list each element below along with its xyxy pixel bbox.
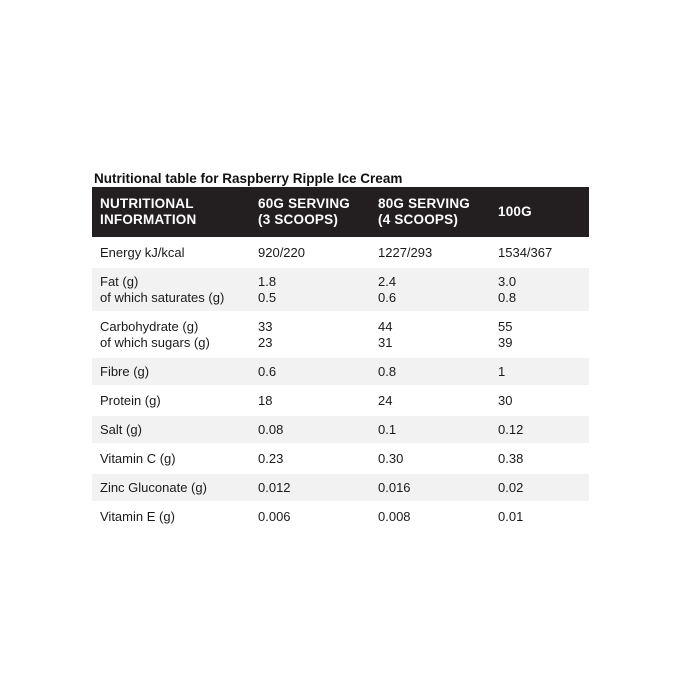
value-80g: 0.1 [378,421,397,437]
nutrition-table [92,187,589,530]
value-main: 33 [258,318,273,334]
value-sub: 31 [378,334,393,350]
value-100g [490,319,589,351]
row-label-sub: of which sugars (g) [100,334,210,350]
value-100g: 0.12 [498,421,524,437]
table-row [92,356,589,385]
row-label-main: Carbohydrate (g) [100,318,199,334]
value-60g [250,319,370,351]
table-header [92,187,589,237]
value-100g: 1534/367 [498,244,553,260]
value-60g: 0.006 [258,508,291,524]
value-sub: 0.8 [498,289,517,305]
value-100g: 0.38 [498,450,524,466]
table-row [92,266,589,311]
header-100g [490,204,589,220]
header-col1-line1: NUTRITIONAL [100,196,194,211]
row-label [92,319,250,351]
table-row [92,472,589,501]
header-80g-serving [370,196,490,228]
value-80g [370,274,490,306]
table-row [92,501,589,530]
row-label-sub: of which saturates (g) [100,289,225,305]
header-col4: 100G [498,204,532,219]
value-main: 44 [378,318,393,334]
value-60g: 0.6 [258,363,277,379]
table-row [92,443,589,472]
value-main: 3.0 [498,273,517,289]
row-label: Vitamin E (g) [100,508,175,524]
row-label [92,274,250,306]
value-80g: 0.30 [378,450,404,466]
table-row [92,385,589,414]
value-100g: 30 [498,392,513,408]
header-col2-line2: (3 SCOOPS) [258,212,339,227]
value-100g: 1 [498,363,506,379]
value-main: 2.4 [378,273,397,289]
value-100g: 0.02 [498,479,524,495]
value-60g: 18 [258,392,273,408]
header-60g-serving [250,196,370,228]
table-row [92,237,589,266]
value-sub: 0.5 [258,289,277,305]
row-label: Fibre (g) [100,363,150,379]
header-col2-line1: 60G SERVING [258,196,350,211]
value-80g: 24 [378,392,393,408]
row-label: Energy kJ/kcal [100,244,185,260]
value-100g: 0.01 [498,508,524,524]
row-label: Zinc Gluconate (g) [100,479,207,495]
value-60g: 0.23 [258,450,284,466]
table-caption: Nutritional table for Raspberry Ripple Ice Cream [94,171,403,186]
value-60g: 0.012 [258,479,291,495]
value-60g [250,274,370,306]
row-label: Salt (g) [100,421,142,437]
value-80g: 1227/293 [378,244,433,260]
table-row [92,414,589,443]
value-60g: 920/220 [258,244,305,260]
value-main: 1.8 [258,273,277,289]
header-col3-line2: (4 SCOOPS) [378,212,459,227]
value-sub: 39 [498,334,513,350]
value-sub: 23 [258,334,273,350]
value-80g: 0.008 [378,508,411,524]
table-row [92,311,589,356]
value-60g: 0.08 [258,421,284,437]
header-col1-line2: INFORMATION [100,212,197,227]
header-col3-line1: 80G SERVING [378,196,470,211]
row-label: Protein (g) [100,392,161,408]
value-80g: 0.8 [378,363,397,379]
value-100g [490,274,589,306]
value-80g: 0.016 [378,479,411,495]
value-80g [370,319,490,351]
row-label: Vitamin C (g) [100,450,176,466]
header-nutritional-information [92,196,250,228]
value-main: 55 [498,318,513,334]
value-sub: 0.6 [378,289,397,305]
row-label-main: Fat (g) [100,273,139,289]
